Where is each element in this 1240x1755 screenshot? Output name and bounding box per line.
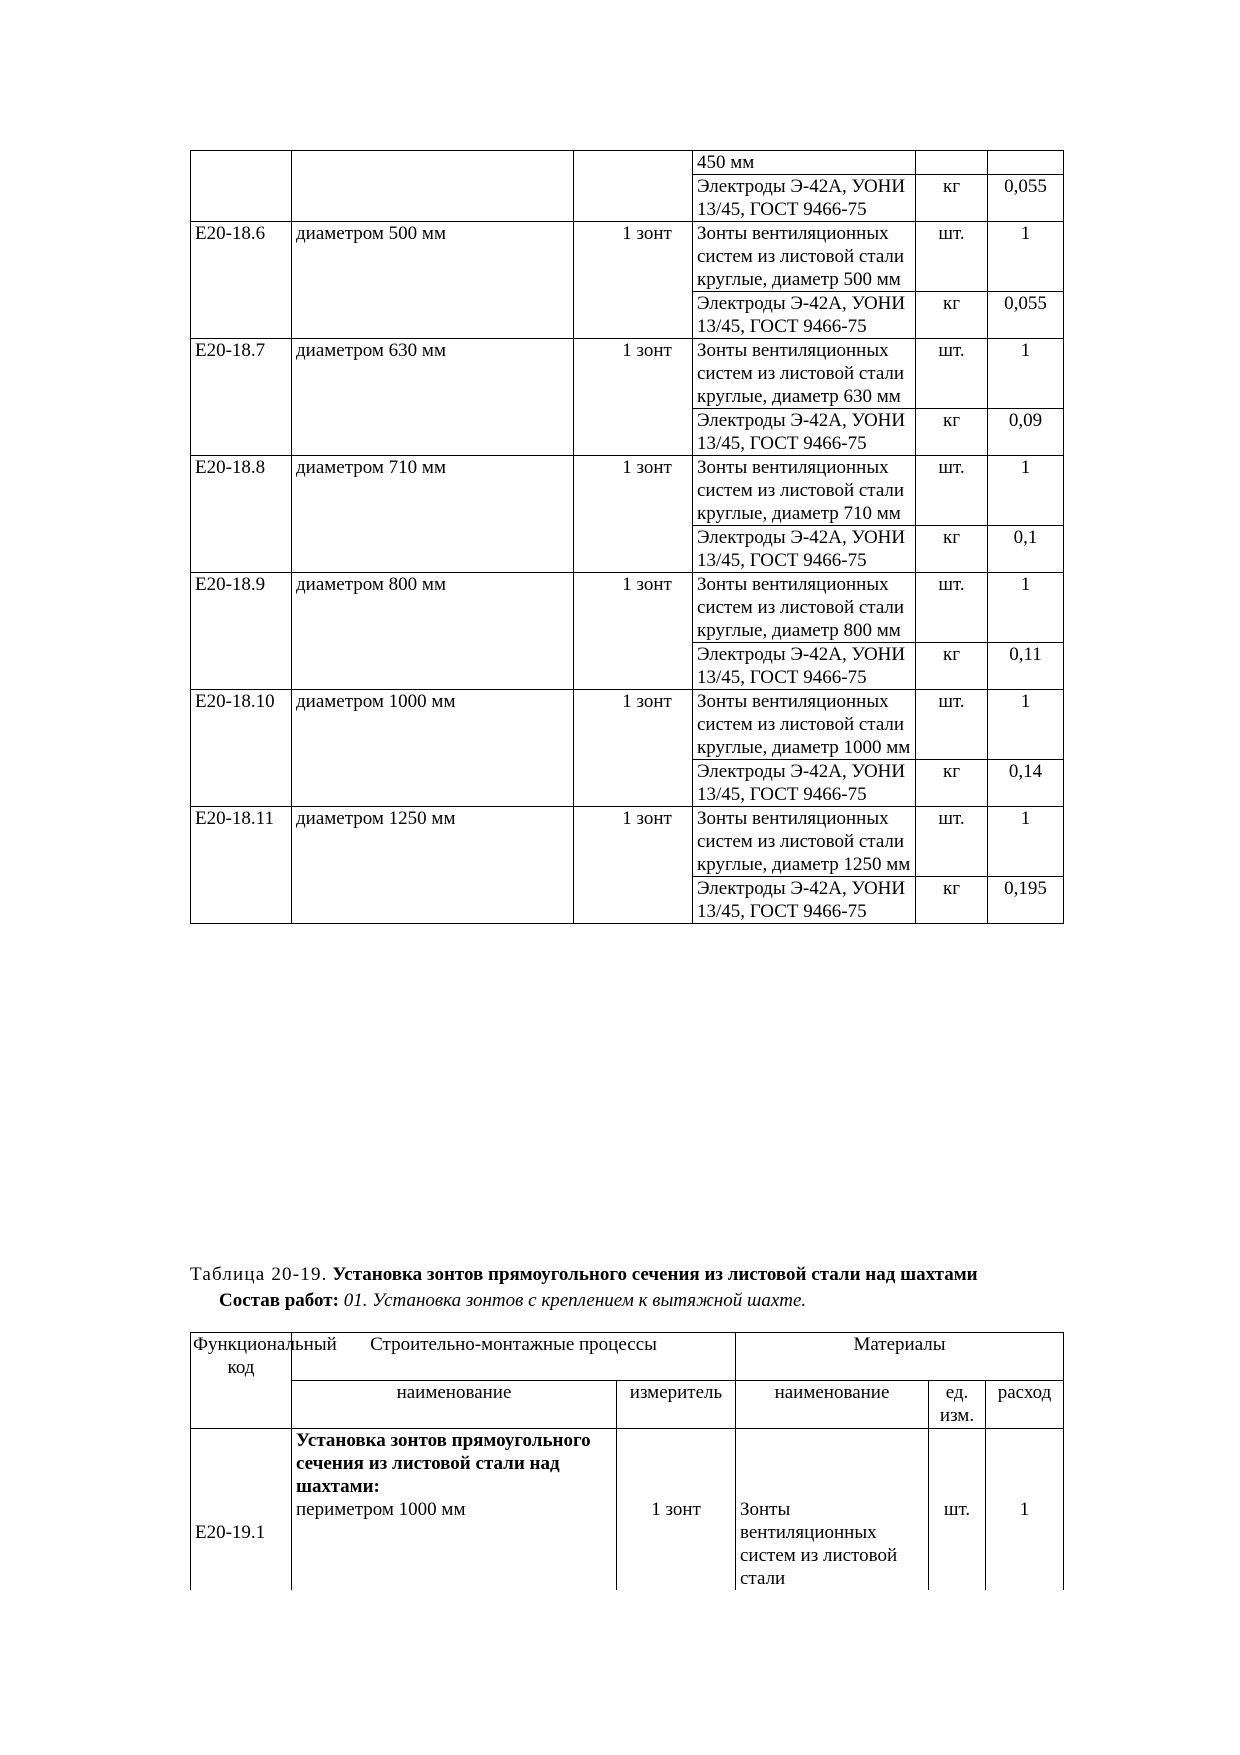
code-cell: Е20-18.10 (191, 690, 292, 807)
name-cell: диаметром 710 мм (292, 456, 574, 573)
name-cell: диаметром 800 мм (292, 573, 574, 690)
unit-cell: кг (916, 643, 988, 690)
meter-cell: 1 зонт (574, 456, 693, 573)
name-cell (292, 151, 574, 222)
header-unit: ед. изм. (929, 1381, 986, 1429)
rate-cell: 1 (988, 222, 1064, 292)
table-caption (190, 1262, 1090, 1314)
unit-cell: шт. (916, 573, 988, 643)
table-row (191, 690, 1064, 760)
unit-cell: кг (916, 760, 988, 807)
meter-cell: 1 зонт (617, 1429, 736, 1591)
material-cell: Зонты вентиляционных систем из листовой стали круглые, диаметр 800 мм (693, 573, 916, 643)
rate-cell: 0,055 (988, 292, 1064, 339)
material-cell: Электроды Э-42А, УОНИ 13/45, ГОСТ 9466-75 (693, 643, 916, 690)
name-cell: диаметром 1250 мм (292, 807, 574, 924)
item-name: периметром 1000 мм (296, 1499, 466, 1520)
rate-cell: 1 (988, 456, 1064, 526)
table-number: Таблица 20-19. (190, 1264, 328, 1285)
material-cell: Электроды Э-42А, УОНИ 13/45, ГОСТ 9466-75 (693, 409, 916, 456)
table-row (191, 573, 1064, 643)
meter-cell: 1 зонт (574, 573, 693, 690)
rate-cell: 0,14 (988, 760, 1064, 807)
unit-cell: кг (916, 409, 988, 456)
meter-cell: 1 зонт (574, 222, 693, 339)
code-cell: Е20-18.8 (191, 456, 292, 573)
norms-table-body (191, 151, 1064, 924)
name-cell (292, 1429, 617, 1591)
header-name: наименование (292, 1381, 617, 1429)
work-composition-text: 01. Установка зонтов с креплением к вытяжной шахте. (343, 1290, 807, 1311)
unit-cell: шт. (916, 222, 988, 292)
table-row (191, 222, 1064, 292)
unit-cell: шт. (916, 807, 988, 877)
material-cell: Зонты вентиляционных систем из листовой стали круглые, диаметр 1250 мм (693, 807, 916, 877)
meter-cell (574, 151, 693, 222)
table-row (191, 339, 1064, 409)
header-row (191, 1333, 1064, 1381)
unit-cell: шт. (916, 339, 988, 409)
code-cell (191, 151, 292, 222)
header-material-name: наименование (736, 1381, 929, 1429)
rate-cell: 1 (986, 1429, 1064, 1591)
material-cell: Зонты вентиляционных систем из листовой стали круглые, диаметр 500 мм (693, 222, 916, 292)
norms-table-20-19 (190, 1332, 1064, 1590)
meter-cell: 1 зонт (574, 690, 693, 807)
meter-cell: 1 зонт (574, 339, 693, 456)
header-processes: Строительно-монтажные процессы (292, 1333, 736, 1381)
header-meter: измеритель (617, 1381, 736, 1429)
unit-cell: шт. (916, 690, 988, 760)
rate-cell: 0,195 (988, 877, 1064, 924)
code-cell: Е20-18.9 (191, 573, 292, 690)
table-row (191, 1429, 1064, 1591)
code-cell: Е20-18.7 (191, 339, 292, 456)
rate-cell: 0,11 (988, 643, 1064, 690)
material-cell: Электроды Э-42А, УОНИ 13/45, ГОСТ 9466-75 (693, 175, 916, 222)
rate-cell: 0,1 (988, 526, 1064, 573)
code-cell: Е20-19.1 (191, 1429, 292, 1591)
rate-cell: 1 (988, 573, 1064, 643)
name-cell: диаметром 500 мм (292, 222, 574, 339)
name-cell: диаметром 1000 мм (292, 690, 574, 807)
material-cell: Зонты вентиляционных систем из листовой стали круглые, диаметр 1000 мм (693, 690, 916, 760)
unit-cell: кг (916, 175, 988, 222)
unit-cell: кг (916, 877, 988, 924)
rate-cell: 0,09 (988, 409, 1064, 456)
work-composition-label: Состав работ: (219, 1290, 339, 1311)
unit-cell (916, 151, 988, 175)
unit-cell: шт. (916, 456, 988, 526)
unit-cell: кг (916, 526, 988, 573)
material-cell: Электроды Э-42А, УОНИ 13/45, ГОСТ 9466-75 (693, 877, 916, 924)
rate-cell: 1 (988, 690, 1064, 760)
header-rate: расход (986, 1381, 1064, 1429)
meter-cell: 1 зонт (574, 807, 693, 924)
group-title: Установка зонтов прямоугольного сечения из листовой стали над шахтами: (296, 1430, 591, 1497)
work-composition (190, 1288, 1090, 1314)
material-cell: Зонты вентиляционных систем из листовой стали круглые, диаметр 710 мм (693, 456, 916, 526)
material-cell: Электроды Э-42А, УОНИ 13/45, ГОСТ 9466-75 (693, 526, 916, 573)
unit-cell: кг (916, 292, 988, 339)
norms-table-20-18 (190, 150, 1064, 924)
rate-cell: 0,055 (988, 175, 1064, 222)
table-row (191, 151, 1064, 175)
table-title: Установка зонтов прямоугольного сечения из листовой стали над шахтами (332, 1264, 978, 1285)
code-cell: Е20-18.6 (191, 222, 292, 339)
code-cell: Е20-18.11 (191, 807, 292, 924)
table-row (191, 807, 1064, 877)
material-cell: Зонты вентиляционных систем из листовой стали (736, 1429, 929, 1591)
header-code: Функциональный код (191, 1333, 292, 1429)
material-cell: Зонты вентиляционных систем из листовой стали круглые, диаметр 630 мм (693, 339, 916, 409)
header-materials: Материалы (736, 1333, 1064, 1381)
material-cell: Электроды Э-42А, УОНИ 13/45, ГОСТ 9466-75 (693, 760, 916, 807)
material-cell: 450 мм (693, 151, 916, 175)
material-cell: Электроды Э-42А, УОНИ 13/45, ГОСТ 9466-75 (693, 292, 916, 339)
unit-cell: шт. (929, 1429, 986, 1591)
rate-cell: 1 (988, 807, 1064, 877)
name-cell: диаметром 630 мм (292, 339, 574, 456)
header-row (191, 1381, 1064, 1429)
caption-title-line (190, 1262, 1090, 1288)
rate-cell (988, 151, 1064, 175)
rate-cell: 1 (988, 339, 1064, 409)
table-row (191, 456, 1064, 526)
